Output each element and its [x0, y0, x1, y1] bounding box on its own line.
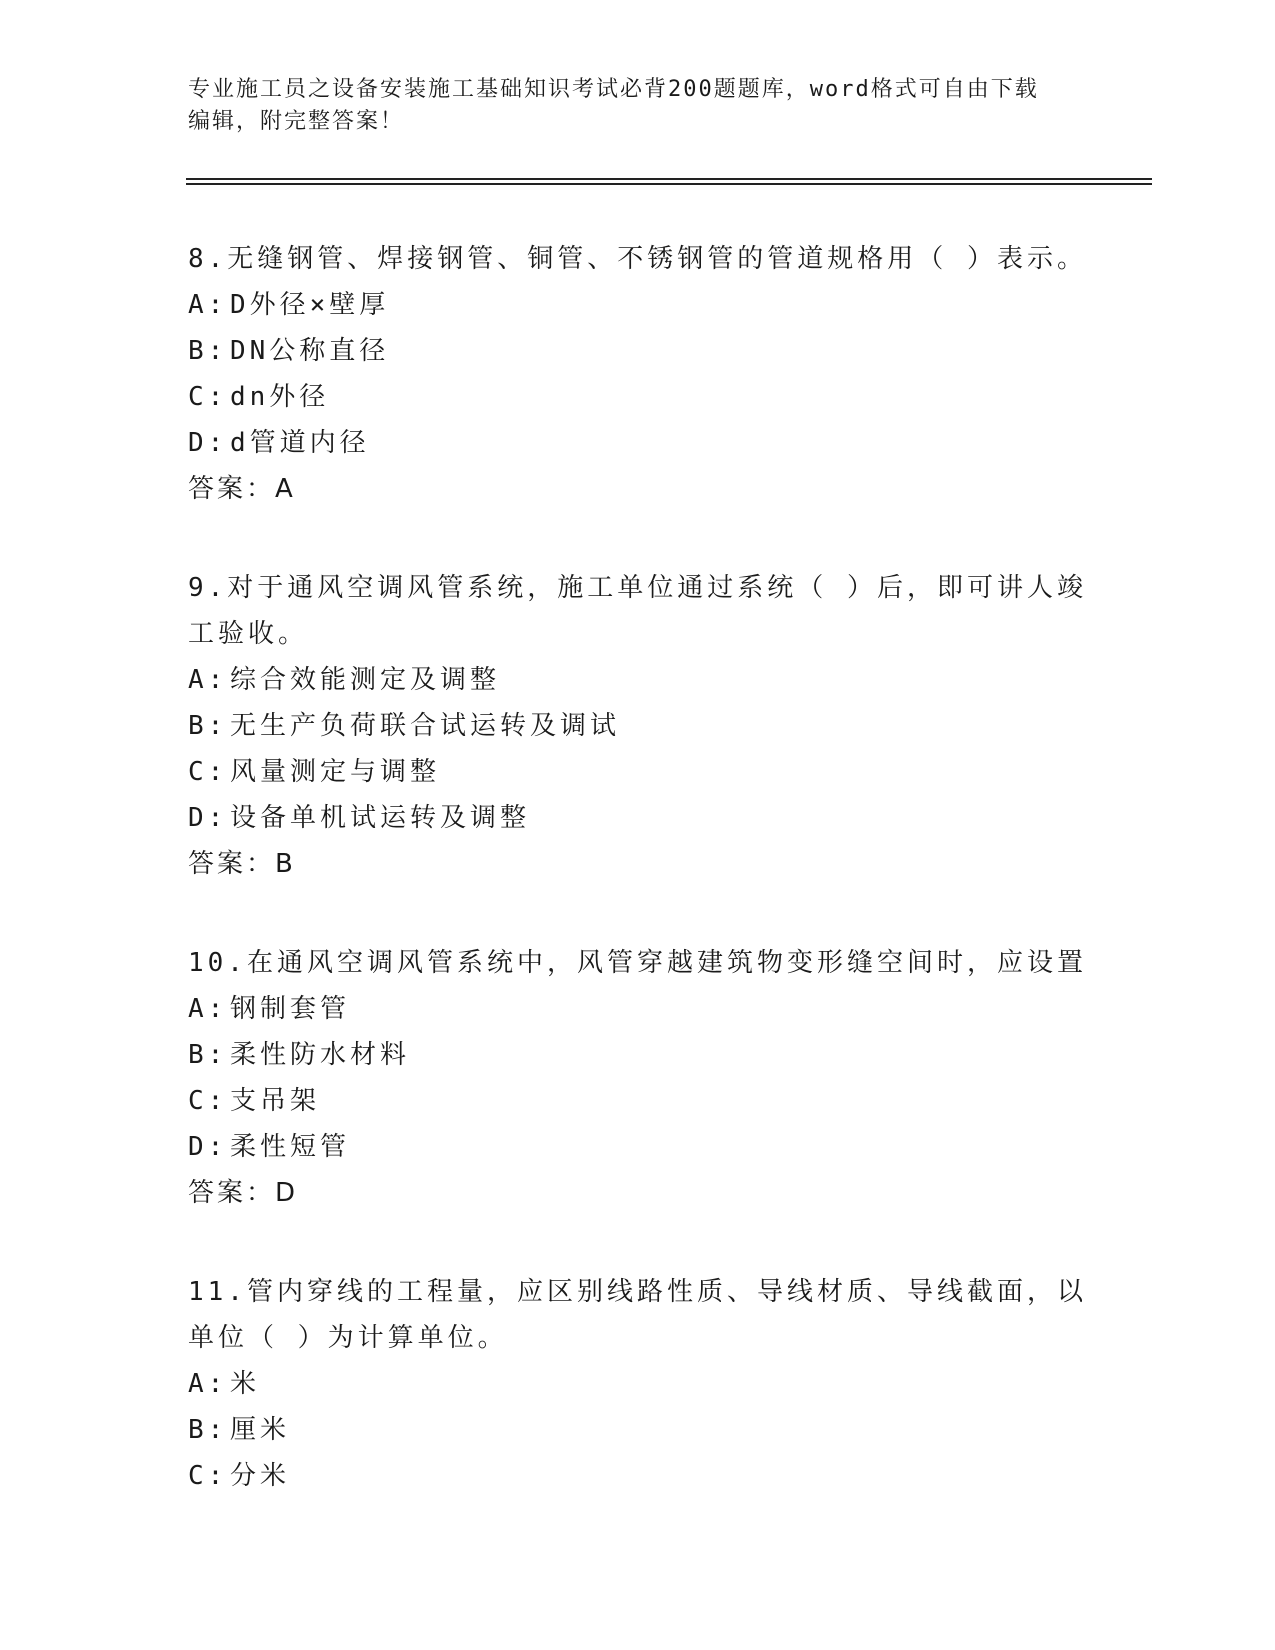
option-a: [188, 282, 1088, 328]
option-b: [188, 328, 1088, 374]
header-divider-top: [186, 178, 1152, 180]
option-text: 分米: [230, 1461, 291, 1491]
header-line-2: 编辑，附完整答案！: [188, 109, 405, 134]
option-text: 钢制套管: [230, 994, 351, 1024]
option-key: D:: [188, 803, 228, 833]
option-key: C:: [188, 382, 228, 412]
option-d: [188, 795, 1088, 841]
question-8: [188, 236, 1088, 512]
question-list: [188, 236, 1088, 1552]
header-divider-bottom: [186, 183, 1152, 185]
option-c: [188, 749, 1088, 795]
option-key: C:: [188, 757, 228, 787]
option-text: DN公称直径: [230, 336, 390, 366]
answer-line: 答案：B: [188, 849, 296, 879]
option-text: 风量测定与调整: [230, 757, 441, 787]
option-b: [188, 1032, 1088, 1078]
option-key: D:: [188, 428, 228, 458]
option-c: [188, 1453, 1088, 1499]
answer-line: 答案：A: [188, 474, 296, 504]
document-header: [188, 74, 1068, 138]
option-key: A:: [188, 1369, 228, 1399]
option-text: 柔性防水材料: [230, 1040, 411, 1070]
question-text: 11.管内穿线的工程量，应区别线路性质、导线材质、导线截面，以单位（ ）为计算单位。: [188, 1277, 1087, 1353]
option-text: 设备单机试运转及调整: [230, 803, 531, 833]
option-key: B:: [188, 1040, 228, 1070]
header-line-1: 专业施工员之设备安装施工基础知识考试必背200题题库，word格式可自由下载: [188, 77, 1039, 102]
question-text: 9.对于通风空调风管系统，施工单位通过系统（ ）后，即可讲人竣工验收。: [188, 573, 1087, 649]
option-key: B:: [188, 336, 228, 366]
option-key: B:: [188, 711, 228, 741]
option-b: [188, 703, 1088, 749]
option-key: C:: [188, 1086, 228, 1116]
option-key: A:: [188, 290, 228, 320]
option-text: 米: [230, 1369, 261, 1399]
answer-line: 答案：D: [188, 1178, 299, 1208]
option-key: B:: [188, 1415, 228, 1445]
option-text: 综合效能测定及调整: [230, 665, 501, 695]
question-9: [188, 565, 1088, 887]
option-key: D:: [188, 1132, 228, 1162]
option-text: dn外径: [230, 382, 330, 412]
option-d: [188, 1124, 1088, 1170]
question-text: 8.无缝钢管、焊接钢管、铜管、不锈钢管的管道规格用（ ）表示。: [188, 244, 1087, 274]
question-text: 10.在通风空调风管系统中，风管穿越建筑物变形缝空间时，应设置: [188, 948, 1087, 978]
option-text: d管道内径: [230, 428, 370, 458]
option-a: [188, 1361, 1088, 1407]
option-text: 柔性短管: [230, 1132, 351, 1162]
option-d: [188, 420, 1088, 466]
option-key: C:: [188, 1461, 228, 1491]
option-key: A:: [188, 994, 228, 1024]
option-c: [188, 1078, 1088, 1124]
option-text: 无生产负荷联合试运转及调试: [230, 711, 621, 741]
option-text: D外径×壁厚: [230, 290, 390, 320]
option-a: [188, 657, 1088, 703]
option-a: [188, 986, 1088, 1032]
question-10: [188, 940, 1088, 1216]
option-text: 支吊架: [230, 1086, 321, 1116]
option-text: 厘米: [230, 1415, 291, 1445]
option-b: [188, 1407, 1088, 1453]
option-key: A:: [188, 665, 228, 695]
option-c: [188, 374, 1088, 420]
question-11: [188, 1269, 1088, 1499]
